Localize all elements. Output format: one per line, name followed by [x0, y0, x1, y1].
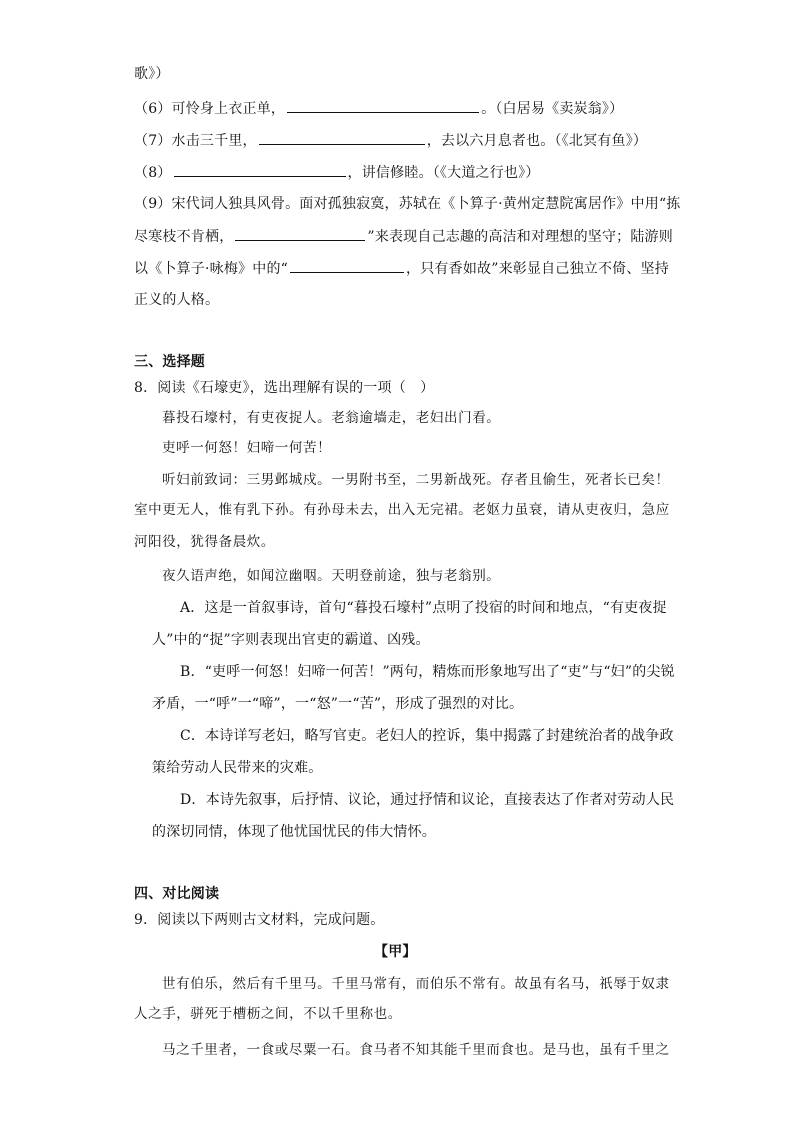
poem-line: 听妇前致词：三男邺城戍。一男附书至，二男新战死。存者且偷生，死者长已矣！ [162, 472, 670, 488]
question-8-stem: 8．阅读《石壕吏》，选出理解有误的一项（ ） [134, 380, 435, 396]
question-8-blank [134, 162, 540, 183]
section-heading-choice: 三、选择题 [134, 354, 205, 370]
item-number: （8） [134, 165, 172, 181]
text-after-blank: ，只有香如故”来彰显自己独立不倚、坚持 [406, 261, 669, 277]
question-9-line3 [134, 258, 669, 279]
answer-blank[interactable] [287, 98, 479, 113]
option-a[interactable]: A．这是一首叙事诗，首句“暮投石壕村”点明了投宿的时间和地点，“有吏夜捉 [180, 600, 667, 616]
text-before-blank: 水击三千里， [171, 133, 257, 149]
option-a-cont: 人”中的“捉”字则表现出官吏的霸道、凶残。 [152, 632, 430, 648]
option-c[interactable]: C．本诗详写老妇，略写官吏。老妇人的控诉，集中揭露了封建统治者的战争政 [180, 728, 674, 744]
answer-blank[interactable] [259, 130, 425, 145]
item-number: （7） [134, 133, 172, 149]
text-before-blank: 可怜身上衣正单， [171, 101, 286, 117]
continued-text: 歌》） [134, 66, 170, 82]
option-b-cont: 矛盾，一“呼”一“啼”，一“怒”一“苦”，形成了强烈的对比。 [152, 696, 524, 712]
question-6 [134, 98, 623, 119]
question-9-stem: 9．阅读以下两则古文材料，完成问题。 [134, 912, 385, 928]
poem-line: 河阳役，犹得备晨炊。 [134, 534, 275, 550]
option-d-cont: 的深切同情，体现了他忧国忧民的伟大情怀。 [152, 824, 436, 840]
text-after-blank: ”来表现自己志趣的高洁和对理想的坚守；陆游则 [367, 229, 673, 245]
question-7 [134, 130, 647, 151]
poem-line: 暮投石壕村，有吏夜捉人。老翁逾墙走，老妇出门看。 [162, 410, 501, 426]
answer-blank[interactable] [174, 162, 346, 177]
question-9-line2 [134, 226, 673, 247]
text-before-blank: 尽寒枝不肯栖， [134, 229, 234, 245]
answer-blank[interactable] [290, 258, 404, 273]
poem-line: 吏呼一何怒！妇啼一何苦！ [162, 440, 332, 456]
answer-blank[interactable] [235, 226, 365, 241]
poem-line: 室中更无人，惟有乳下孙。有孙母未去，出入无完裙。老妪力虽衰，请从吏夜归，急应 [134, 502, 670, 518]
section-heading-comparison: 四、对比阅读 [134, 886, 220, 902]
question-9-line4: 正义的人格。 [134, 292, 220, 308]
text-after-blank: ，讲信修睦。（《大道之行也》） [347, 165, 540, 181]
option-d[interactable]: D．本诗先叙事，后抒情、议论，通过抒情和议论，直接表达了作者对劳动人民 [180, 792, 675, 808]
poem-line: 夜久语声绝，如闻泣幽咽。天明登前途，独与老翁别。 [162, 568, 501, 584]
passage-line: 人之手，骈死于槽枥之间，不以千里称也。 [134, 1006, 402, 1022]
passage-line: 世有伯乐，然后有千里马。千里马常有，而伯乐不常有。故虽有名马，祇辱于奴隶 [162, 976, 670, 992]
passage-label: 【甲】 [374, 944, 417, 960]
item-number: （6） [134, 101, 172, 117]
passage-line: 马之千里者，一食或尽粟一石。食马者不知其能千里而食也。是马也，虽有千里之 [162, 1042, 670, 1058]
question-9-line1: （9）宋代词人独具风骨。面对孤独寂寞，苏轼在《卜算子·黄州定慧院寓居作》中用“拣 [134, 196, 681, 212]
option-c-cont: 策给劳动人民带来的灾难。 [152, 760, 323, 776]
text-after-blank: 。（白居易《卖炭翁》） [481, 101, 624, 117]
option-b[interactable]: B．“吏呼一何怒！妇啼一何苦！”两句，精炼而形象地写出了“吏”与“妇”的尖锐 [180, 664, 675, 680]
text-before-blank: 以《卜算子·咏梅》中的“ [134, 261, 289, 277]
text-after-blank: ，去以六月息者也。（《北冥有鱼》） [426, 133, 648, 149]
